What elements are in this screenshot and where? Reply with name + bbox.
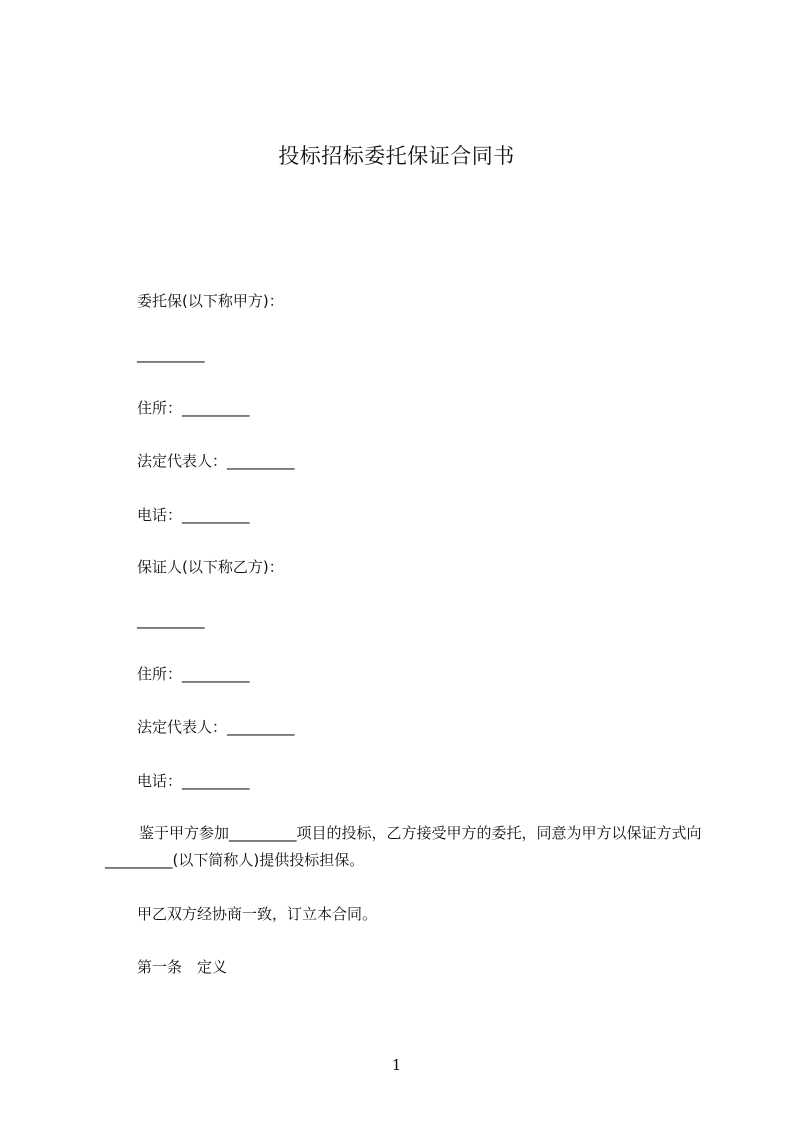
party-b-address: 住所：_________ <box>137 665 250 683</box>
party-a-heading: 委托保(以下称甲方)： <box>137 292 284 310</box>
document-title: 投标招标委托保证合同书 <box>278 144 515 168</box>
party-a-phone: 电话：_________ <box>137 506 250 524</box>
article-1-heading: 第一条 定义 <box>137 958 228 976</box>
page-number: 1 <box>391 1056 402 1074</box>
party-b-heading: 保证人(以下称乙方)： <box>137 558 284 576</box>
party-a-address: 住所：_________ <box>137 399 250 417</box>
paragraph-recital <box>105 820 705 874</box>
party-b-phone: 电话：_________ <box>137 772 250 790</box>
party-a-name-blank: _________ <box>137 345 205 363</box>
paragraph-agreement: 甲乙双方经协商一致，订立本合同。 <box>137 905 378 923</box>
party-b-name-blank: _________ <box>137 611 205 629</box>
party-b-legal-rep: 法定代表人：_________ <box>137 718 295 736</box>
paragraph-recital-text: 鉴于甲方参加_________项目的投标，乙方接受甲方的委托，同意为甲方以保证方式向_________(以下简称人)提供投标担保。 <box>105 824 702 869</box>
party-a-legal-rep: 法定代表人：_________ <box>137 452 295 470</box>
